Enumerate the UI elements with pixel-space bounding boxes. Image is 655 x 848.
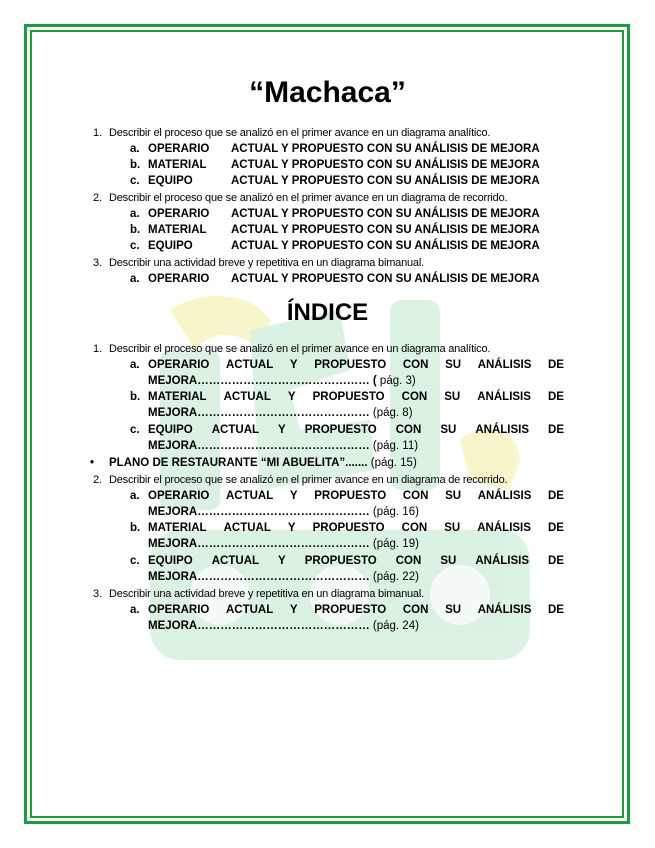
sub-item-word: ACTUAL [223,391,271,403]
page-reference: (pág. 8) [369,407,413,419]
sub-item-word: ANÁLISIS [477,391,531,403]
sub-item-letter: c. [130,175,140,187]
sub-item-word: CON [401,522,428,534]
sub-item-word: DE [548,604,564,616]
sub-item-continuation-text: MEJORA……………………………………… (pág. 11) [148,440,419,452]
item-number: 2. [93,192,103,204]
item-text: Describir el proceso que se analizó en el primer avance en un diagrama analítico. [109,343,491,355]
sub-item-label: OPERARIO [148,208,210,220]
sub-item-word: ACTUAL [211,424,260,436]
sub-item-word: PROPUESTO [314,359,387,371]
sub-item-description: ACTUAL Y PROPUESTO CON SU ANÁLISIS DE MEJORA [231,224,540,236]
sub-item-justified-line [148,490,564,503]
sub-item-word: CON [402,490,429,502]
sub-item-justified-line [148,391,564,404]
sub-item-word: DE [548,555,564,567]
bullet-text: PLANO DE RESTAURANTE “MI ABUELITA”....... (pág. 15) [109,457,417,469]
sub-item-word: DE [548,424,564,436]
sub-item-label: OPERARIO [148,604,210,616]
sub-item-word: PROPUESTO [304,424,377,436]
sub-item-label: EQUIPO [148,240,193,252]
sub-item-word: Y [287,522,296,534]
sub-item-continuation-text: MEJORA……………………………………… (pág. 16) [148,506,419,518]
sub-item-description: ACTUAL Y PROPUESTO CON SU ANÁLISIS DE MEJORA [231,208,540,220]
sub-item-word: Y [278,424,286,436]
sub-item-description: ACTUAL Y PROPUESTO CON SU ANÁLISIS DE MEJORA [231,273,540,285]
sub-item-letter: c. [130,240,140,252]
page-reference: (pág. 16) [369,506,419,518]
sub-item-letter: a. [130,208,140,220]
item-number: 3. [93,588,103,600]
sub-item-letter: b. [130,159,141,171]
page-reference: (pág. 19) [369,538,419,550]
sub-item-word: ANÁLISIS [477,522,531,534]
document-title: “Machaca” [249,76,406,109]
sub-item-label: EQUIPO [148,424,193,436]
sub-item-word: CON [395,555,422,567]
sub-item-word: CON [395,424,422,436]
sub-item-letter: a. [130,273,140,285]
sub-item-label: MATERIAL [148,522,207,534]
sub-item-letter: a. [130,143,140,155]
sub-item-label: MATERIAL [148,391,207,403]
sub-item-justified-line [148,555,564,568]
page-reference: pág. 3) [376,375,416,387]
sub-item-letter: c. [130,424,140,436]
sub-item-word: DE [547,391,564,403]
sub-item-label: MATERIAL [148,159,207,171]
sub-item-word: ACTUAL [225,359,274,371]
sub-item-justified-line [148,359,564,372]
sub-item-word: ANÁLISIS [475,555,529,567]
sub-item-description: ACTUAL Y PROPUESTO CON SU ANÁLISIS DE MEJORA [231,240,540,252]
sub-item-word: SU [440,424,457,436]
sub-item-word: Y [289,359,298,371]
sub-item-letter: b. [130,522,141,534]
sub-item-word: Y [289,604,298,616]
sub-item-word: PROPUESTO [314,604,387,616]
sub-item-word: SU [444,522,461,534]
sub-item-word: ANÁLISIS [477,359,532,371]
sub-item-word: PROPUESTO [312,522,385,534]
page-reference: (pág. 24) [369,620,419,632]
sub-item-label: EQUIPO [148,175,193,187]
index-heading: ÍNDICE [286,299,369,326]
sub-item-word: ANÁLISIS [477,490,532,502]
item-text: Describir una actividad breve y repetitiva en un diagrama bimanual. [109,588,424,600]
sub-item-letter: a. [130,604,140,616]
page-reference: (pág. 22) [369,571,419,583]
sub-item-label: OPERARIO [148,490,210,502]
sub-item-letter: a. [130,359,140,371]
sub-item-letter: b. [130,224,141,236]
sub-item-word: ACTUAL [225,490,274,502]
sub-item-word: Y [287,391,296,403]
sub-item-continuation-text: MEJORA……………………………………… (pág. 22) [148,571,419,583]
sub-item-letter: b. [130,391,141,403]
sub-item-word: SU [445,359,462,371]
sub-item-word: ANÁLISIS [475,424,529,436]
page-reference: (pág. 15) [367,457,417,469]
sub-item-word: CON [401,391,428,403]
sub-item-word: DE [548,490,564,502]
page-reference: (pág. 11) [369,440,419,452]
sub-item-word: PROPUESTO [304,555,377,567]
sub-item-justified-line [148,522,564,535]
sub-item-word: SU [440,555,457,567]
bullet-symbol: • [90,457,95,469]
sub-item-word: ACTUAL [225,604,274,616]
item-number: 1. [93,343,103,355]
sub-item-word: DE [547,522,564,534]
sub-item-word: PROPUESTO [312,391,385,403]
sub-item-description: ACTUAL Y PROPUESTO CON SU ANÁLISIS DE MEJORA [231,143,540,155]
sub-item-label: EQUIPO [148,555,193,567]
sub-item-label: OPERARIO [148,273,210,285]
sub-item-description: ACTUAL Y PROPUESTO CON SU ANÁLISIS DE MEJORA [231,159,540,171]
sub-item-word: ANÁLISIS [477,604,532,616]
item-text: Describir el proceso que se analizó en el primer avance en un diagrama de recorrido. [109,474,508,486]
sub-item-word: PROPUESTO [314,490,387,502]
item-number: 1. [93,127,103,139]
sub-item-continuation-text: MEJORA……………………………………… ( pág. 3) [148,375,416,387]
sub-item-continuation-text: MEJORA……………………………………… (pág. 24) [148,620,419,632]
sub-item-continuation-text: MEJORA……………………………………… (pág. 19) [148,538,419,550]
item-text: Describir una actividad breve y repetitiva en un diagrama bimanual. [109,257,424,269]
item-text: Describir el proceso que se analizó en el primer avance en un diagrama analítico. [109,127,491,139]
sub-item-word: CON [402,604,429,616]
sub-item-word: ACTUAL [223,522,271,534]
sub-item-word: CON [402,359,429,371]
sub-item-label: OPERARIO [148,359,210,371]
sub-item-word: DE [548,359,564,371]
item-text: Describir el proceso que se analizó en el primer avance en un diagrama de recorrido. [109,192,508,204]
sub-item-letter: a. [130,490,140,502]
sub-item-label: MATERIAL [148,224,207,236]
sub-item-continuation-text: MEJORA……………………………………… (pág. 8) [148,407,413,419]
sub-item-label: OPERARIO [148,143,210,155]
sub-item-justified-line [148,604,564,617]
item-number: 3. [93,257,103,269]
sub-item-letter: c. [130,555,140,567]
sub-item-word: SU [445,604,462,616]
item-number: 2. [93,474,103,486]
sub-item-justified-line [148,424,564,437]
sub-item-word: SU [444,391,461,403]
sub-item-word: Y [278,555,286,567]
sub-item-word: SU [445,490,462,502]
sub-item-word: Y [289,490,298,502]
sub-item-word: ACTUAL [211,555,260,567]
sub-item-description: ACTUAL Y PROPUESTO CON SU ANÁLISIS DE MEJORA [231,175,540,187]
